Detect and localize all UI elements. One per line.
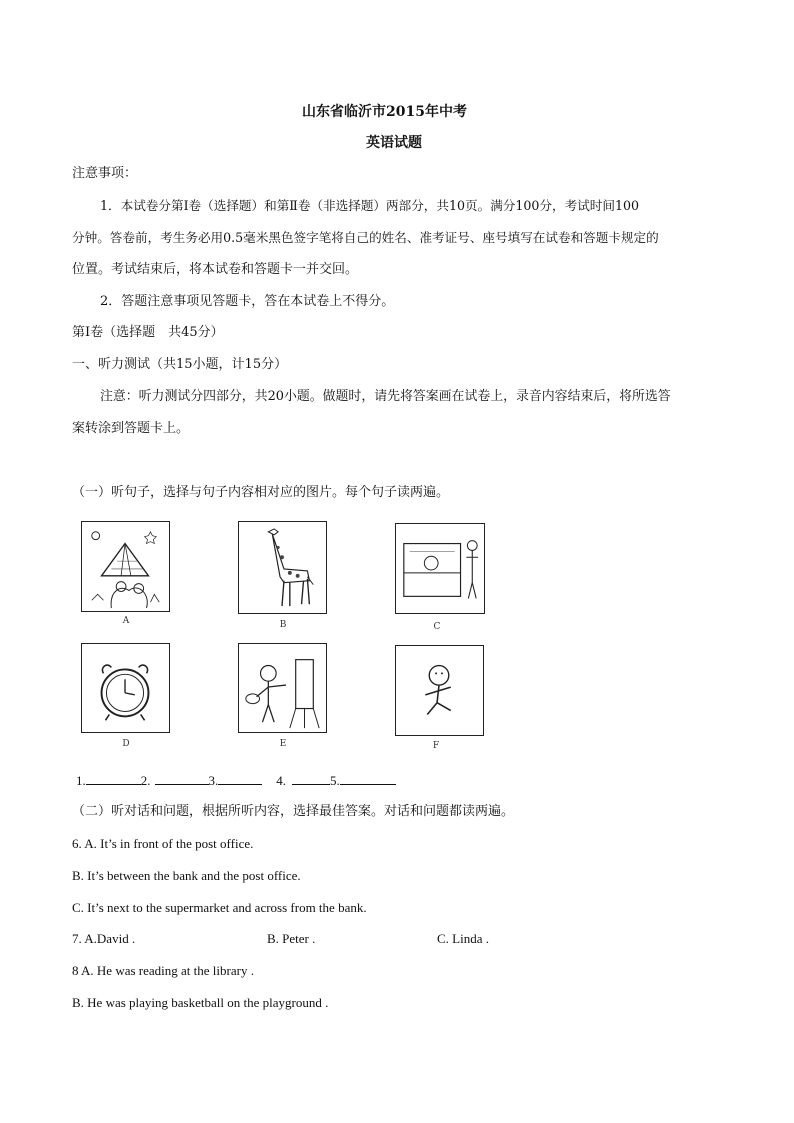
boy-running-icon (396, 646, 483, 735)
tent-camping-icon (82, 522, 169, 611)
notes-heading: 注意事项： (72, 166, 138, 181)
answer-blanks-row (76, 772, 396, 789)
sub2-heading: （二）听对话和问题，根据所听内容，选择最佳答案。对话和问题都读两遍。 (72, 804, 515, 819)
listening-note-line2: 案转涂到答题卡上。 (72, 421, 190, 436)
exam-subtitle: 英语试题 (366, 135, 422, 151)
picture-f (395, 645, 484, 736)
q6-option-b: B. It’s between the bank and the post office. (72, 868, 301, 883)
picture-b (238, 521, 327, 614)
notes-item2: 2．答题注意事项见答题卡，答在本试卷上不得分。 (100, 294, 395, 309)
answer-blank-5[interactable] (340, 772, 396, 785)
picture-label-f: F (432, 741, 440, 751)
q6-option-c: C. It’s next to the supermarket and across from the bank. (72, 900, 367, 915)
q8-option-a: 8 A. He was reading at the library . (72, 963, 254, 978)
alarm-clock-icon (82, 644, 169, 732)
answer-blank-1[interactable] (86, 772, 141, 785)
part1-heading: 第Ⅰ卷（选择题 共45分） (72, 325, 224, 340)
picture-label-a: A (122, 616, 130, 626)
answer-number-4: 4. (276, 773, 286, 788)
answer-number-1: 1. (76, 773, 86, 788)
picture-d (81, 643, 170, 733)
notes-item1-line1: 1．本试卷分第Ⅰ卷（选择题）和第Ⅱ卷（非选择题）两部分，共10页。满分100分，考试时间100 (100, 198, 640, 213)
picture-c (395, 523, 485, 614)
q7-option-c: C. Linda . (437, 931, 489, 946)
picture-label-e: E (279, 739, 287, 749)
sub1-heading: （一）听句子，选择与句子内容相对应的图片。每个句子读两遍。 (72, 485, 450, 500)
picture-e (238, 643, 327, 733)
bed-doctor-icon (396, 524, 484, 613)
picture-label-d: D (122, 739, 130, 749)
q6-option-a: 6. A. It’s in front of the post office. (72, 836, 254, 851)
exam-title: 山东省临沂市2015年中考 (302, 104, 467, 120)
picture-label-b: B (279, 620, 287, 630)
picture-a (81, 521, 170, 612)
answer-number-5: 5. (330, 773, 340, 788)
giraffe-icon (239, 522, 326, 613)
notes-item1-line3: 位置。考试结束后，将本试卷和答题卡一并交回。 (72, 262, 359, 277)
picture-label-c: C (433, 622, 441, 632)
answer-number-2: 2. (140, 773, 151, 788)
answer-blank-3[interactable] (218, 772, 262, 785)
answer-number-3: 3. (208, 773, 219, 788)
listening-note-line1: 注意：听力测试分四部分，共20小题。做题时，请先将答案画在试卷上，录音内容结束后，将所选答 (100, 389, 671, 404)
q7-option-b: B. Peter . (267, 931, 316, 946)
q7-option-a: 7. A.David . (72, 931, 136, 946)
listening-section-heading: 一、听力测试（共15小题，计15分） (72, 357, 288, 372)
q8-option-b: B. He was playing basketball on the playground . (72, 995, 329, 1010)
answer-blank-4[interactable] (292, 772, 330, 785)
notes-item1-line2: 分钟。答卷前，考生务必用0.5毫米黑色签字笔将自己的姓名、准考证号、座号填写在试卷和答题卡规定的 (72, 230, 659, 245)
answer-blank-2[interactable] (155, 772, 209, 785)
girl-painting-icon (239, 644, 326, 732)
